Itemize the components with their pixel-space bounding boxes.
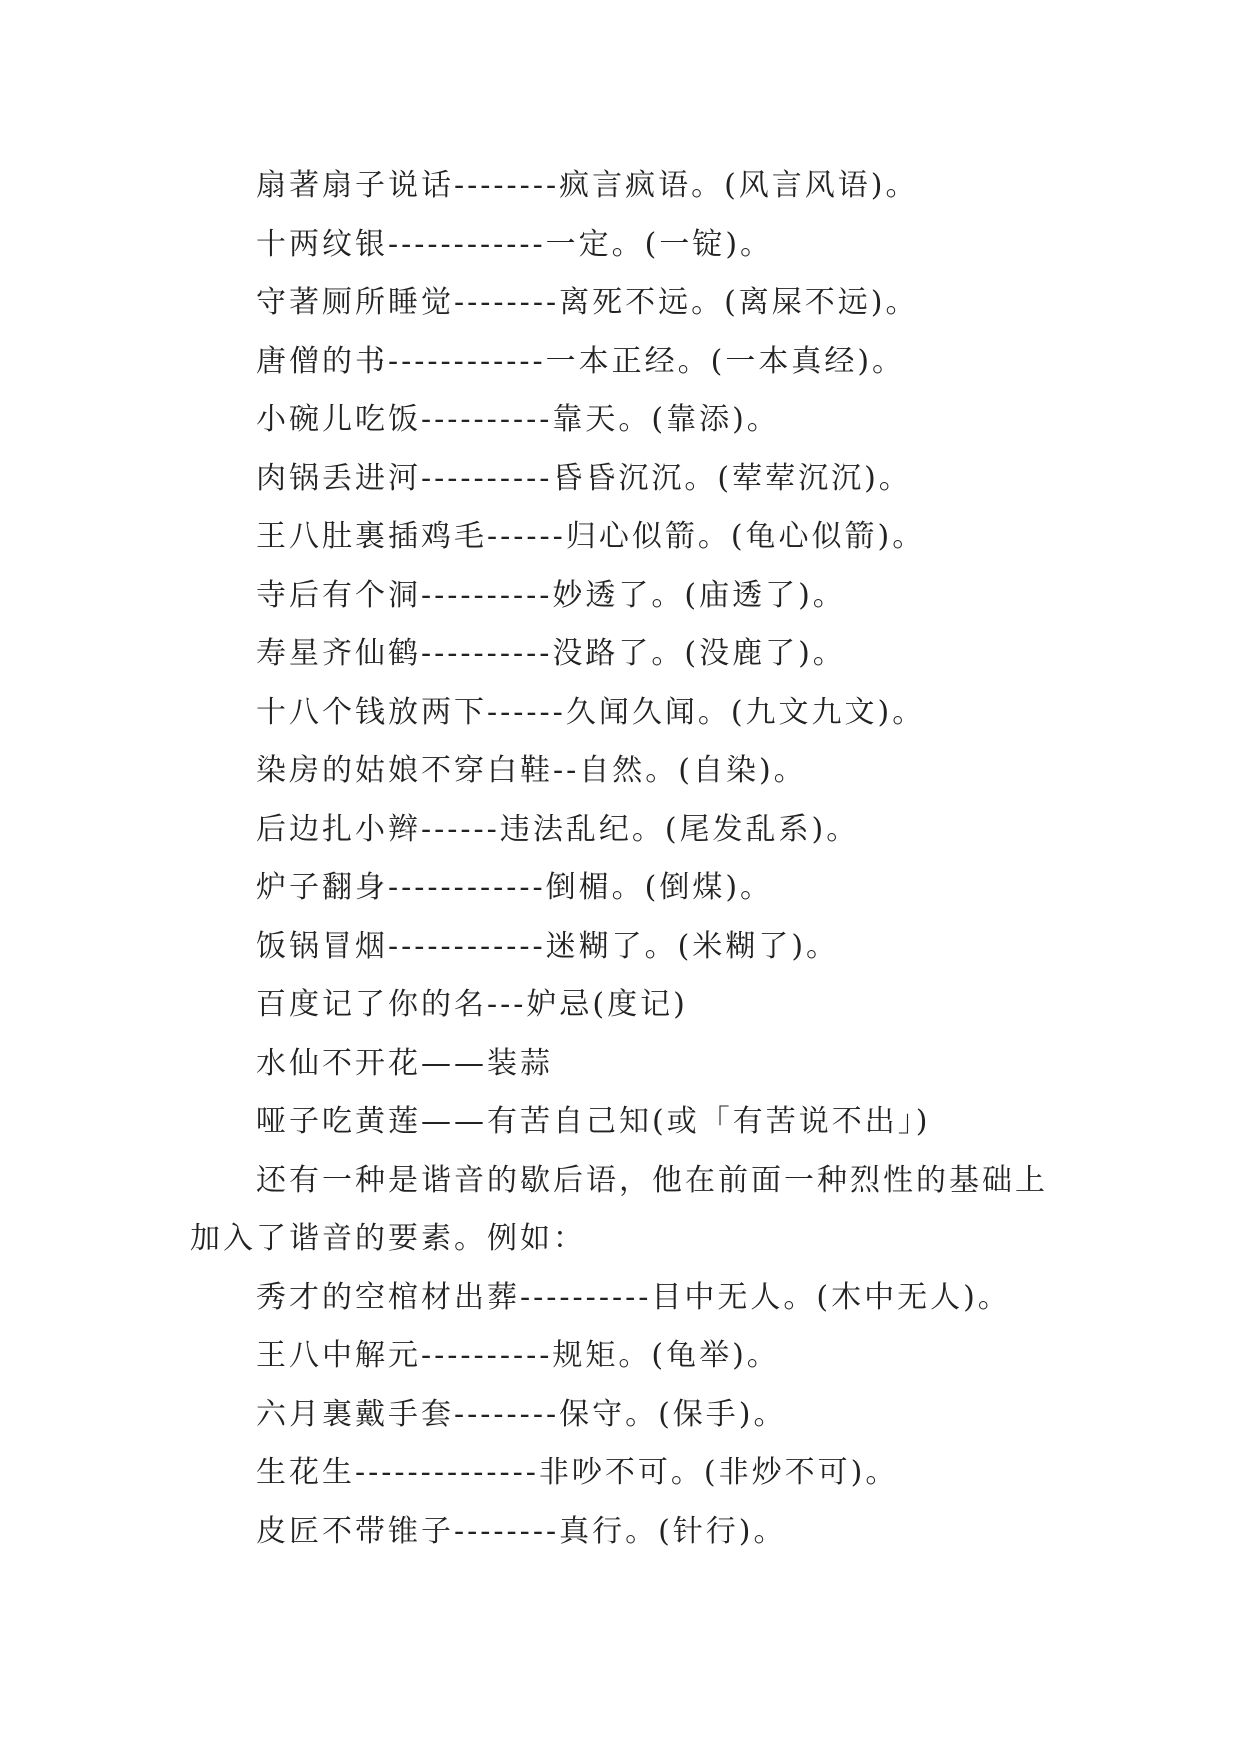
- text-line: 生花生--------------非吵不可。(非炒不可)。: [256, 1455, 899, 1490]
- text-line: 王八肚裏插鸡毛------归心似箭。(龟心似箭)。: [256, 519, 926, 554]
- text-line: 哑子吃黄莲——有苦自己知(或「有苦说不出」): [256, 1104, 931, 1139]
- text-line: 扇著扇子说话--------疯言疯语。(风言风语)。: [256, 168, 919, 203]
- text-line: 寿星齐仙鹤----------没路了。(没鹿了)。: [256, 636, 846, 671]
- text-line: 寺后有个洞----------妙透了。(庙透了)。: [256, 577, 846, 613]
- text-line: 饭锅冒烟------------迷糊了。(米糊了)。: [256, 928, 840, 964]
- text-line: 守著厕所睡觉--------离死不远。(离屎不远)。: [256, 285, 919, 320]
- text-line: 秀才的空棺材出葬----------目中无人。(木中无人)。: [256, 1279, 1011, 1315]
- paragraph-line-continued: 加入了谐音的要素。例如：: [190, 1221, 586, 1256]
- text-line: 小碗儿吃饭----------靠天。(靠添)。: [256, 402, 780, 437]
- text-line: 王八中解元----------规矩。(龟举)。: [256, 1338, 780, 1373]
- text-line: 后边扎小辫------违法乱纪。(尾发乱系)。: [256, 811, 860, 847]
- text-line: 炉子翻身------------倒楣。(倒煤)。: [256, 870, 774, 905]
- text-line: 皮匠不带锥子--------真行。(针行)。: [256, 1513, 787, 1549]
- text-line: 肉锅丢进河----------昏昏沉沉。(荤荤沉沉)。: [256, 460, 912, 496]
- text-line: 唐僧的书------------一本正经。(一本真经)。: [256, 343, 906, 379]
- text-line: 百度记了你的名---妒忌(度记): [256, 987, 688, 1022]
- text-line: 染房的姑娘不穿白鞋--自然。(自染)。: [256, 753, 807, 788]
- text-line: 水仙不开花——装蒜: [256, 1045, 553, 1081]
- text-line: 十八个钱放两下------久闻久闻。(九文九文)。: [256, 694, 926, 730]
- document-body: [190, 157, 1090, 1561]
- text-line: 十两纹银------------一定。(一锭)。: [256, 226, 774, 262]
- text-line: 六月裏戴手套--------保守。(保手)。: [256, 1396, 787, 1432]
- paragraph-line: 还有一种是谐音的歇后语，他在前面一种烈性的基础上: [256, 1162, 1048, 1198]
